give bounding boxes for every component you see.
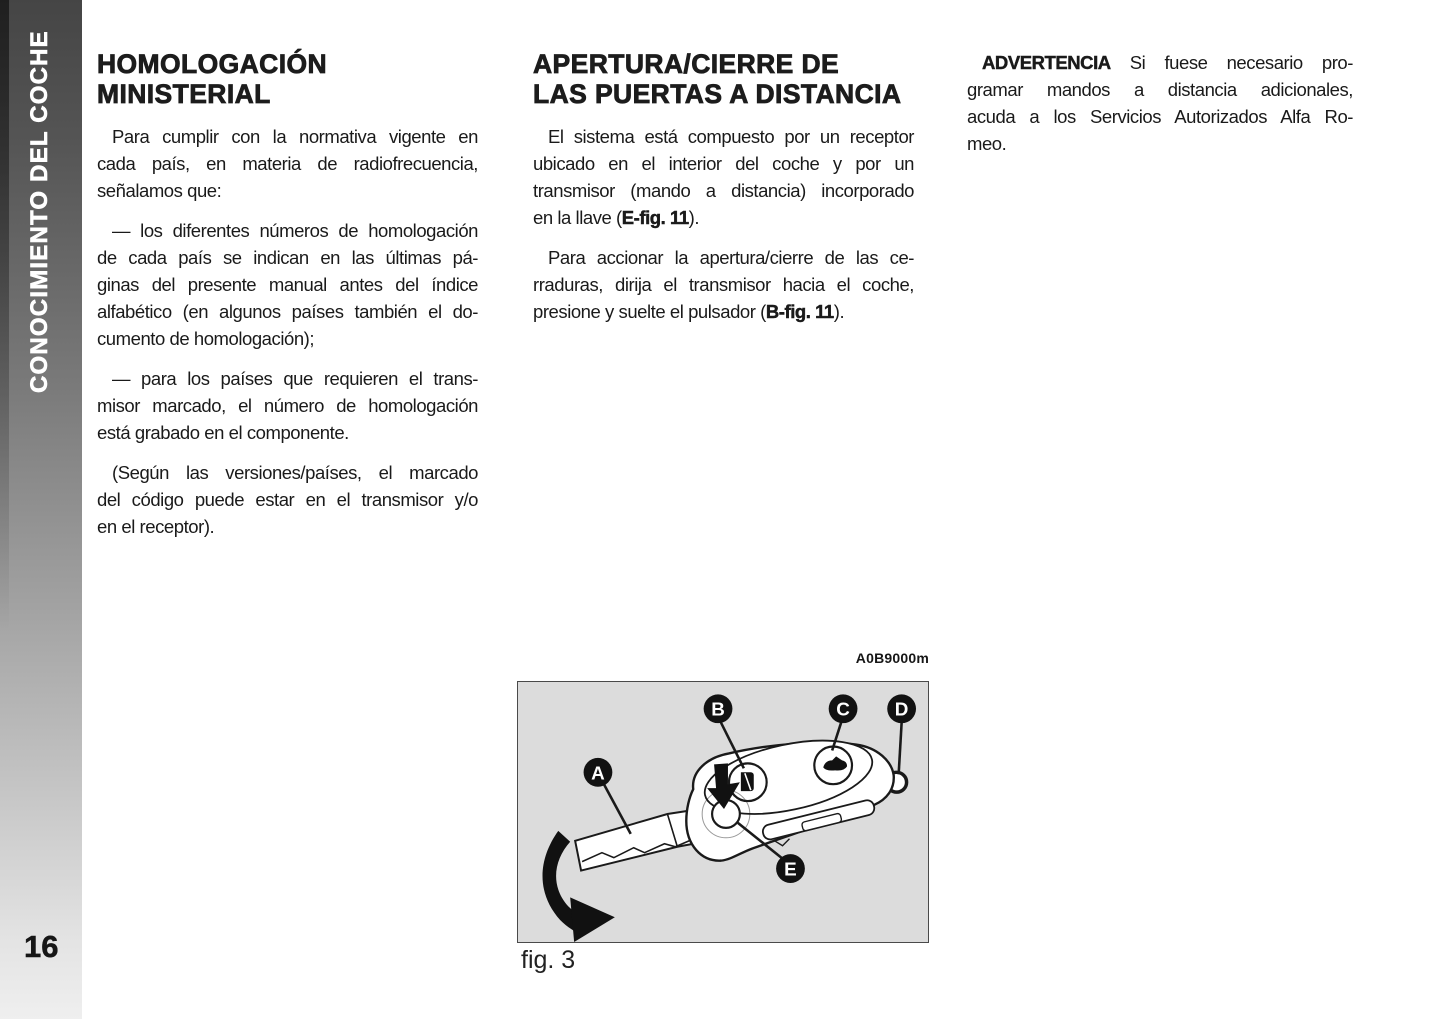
paragraph-segun-versiones [97, 459, 478, 540]
callout-e: E [784, 858, 797, 880]
text-segment: Si fuese necesario pro- [1110, 52, 1353, 73]
text-line: — los diferentes números de homologación [112, 220, 478, 241]
text-line: está grabado en el componente. [97, 422, 349, 443]
section-title-homologacion [97, 49, 478, 109]
text-line: ubicado en el interior del coche y por un [533, 153, 914, 174]
column-advertencia [967, 49, 1353, 170]
title-line: HOMOLOGACIÓN [97, 49, 328, 79]
text-line: transmisor (mando a distancia) incorporado [533, 180, 914, 201]
title-line: MINISTERIAL [97, 79, 271, 109]
key-remote-figure [518, 682, 928, 942]
text-line: en el receptor). [97, 516, 215, 537]
sidebar [0, 0, 82, 1019]
text-line: acuda a los Servicios Autorizados Alfa Ro- [967, 106, 1353, 127]
advertencia-label: ADVERTENCIA [982, 52, 1111, 73]
section-title-apertura-cierre [533, 49, 914, 109]
sidebar-chapter-label: CONOCIMIENTO DEL COCHE [26, 30, 53, 393]
text-line: Para cumplir con la normativa vigente en [112, 126, 478, 147]
title-line: APERTURA/CIERRE DE [533, 49, 840, 79]
text-line: El sistema está compuesto por un receptor [548, 126, 914, 147]
text-line: del código puede estar en el transmisor y/o [97, 489, 478, 510]
text-line: alfabético (en algunos países también el do- [97, 301, 478, 322]
title-line: LAS PUERTAS A DISTANCIA [533, 79, 902, 109]
text-line: — para los países que requieren el trans- [112, 368, 478, 389]
figure-reference: E-fig. 11 [621, 207, 689, 228]
text-line: señalamos que: [97, 180, 222, 201]
text-segment: en la llave ( [533, 207, 622, 228]
figure-reference-code: A0B9000m [855, 650, 929, 666]
callout-d: D [894, 698, 909, 720]
text-line: cada país, en materia de radiofrecuencia, [97, 153, 478, 174]
paragraph-advertencia [967, 49, 1353, 157]
paragraph-normativa [97, 123, 478, 204]
callout-b: B [711, 698, 725, 720]
callout-c: C [836, 698, 850, 720]
text-line [533, 204, 914, 231]
page-number: 16 [24, 929, 59, 964]
text-line [533, 298, 914, 325]
trunk-button [814, 747, 852, 785]
text-segment: ). [833, 301, 845, 322]
column-apertura-cierre [533, 49, 914, 338]
door-button [729, 763, 767, 801]
text-segment: presione y suelte el pulsador ( [533, 301, 766, 322]
text-line [967, 49, 1353, 76]
text-line: misor marcado, el número de homologación [97, 395, 478, 416]
paragraph-transmisor-marcado [97, 365, 478, 446]
text-line: cumento de homologación); [97, 328, 315, 349]
paragraph-accionar [533, 244, 914, 325]
column-homologacion-ministerial [97, 49, 478, 553]
text-segment: ). [688, 207, 700, 228]
figure-reference: B-fig. 11 [765, 301, 834, 322]
text-line: gramar mandos a distancia adicionales, [967, 79, 1353, 100]
text-line: Para accionar la apertura/cierre de las ce- [548, 247, 914, 268]
text-line: rraduras, dirija el transmisor hacia el coche, [533, 274, 914, 295]
callout-a: A [591, 762, 605, 784]
text-line: (Según las versiones/países, el marcado [112, 462, 478, 483]
text-line: ginas del presente manual antes del índice [97, 274, 478, 295]
figure-box [517, 681, 929, 943]
paragraph-sistema [533, 123, 914, 231]
text-line: meo. [967, 133, 1007, 154]
paragraph-numeros-homologacion [97, 217, 478, 352]
text-line: de cada país se indican en las últimas pá- [97, 247, 478, 268]
figure-caption: fig. 3 [521, 946, 576, 974]
